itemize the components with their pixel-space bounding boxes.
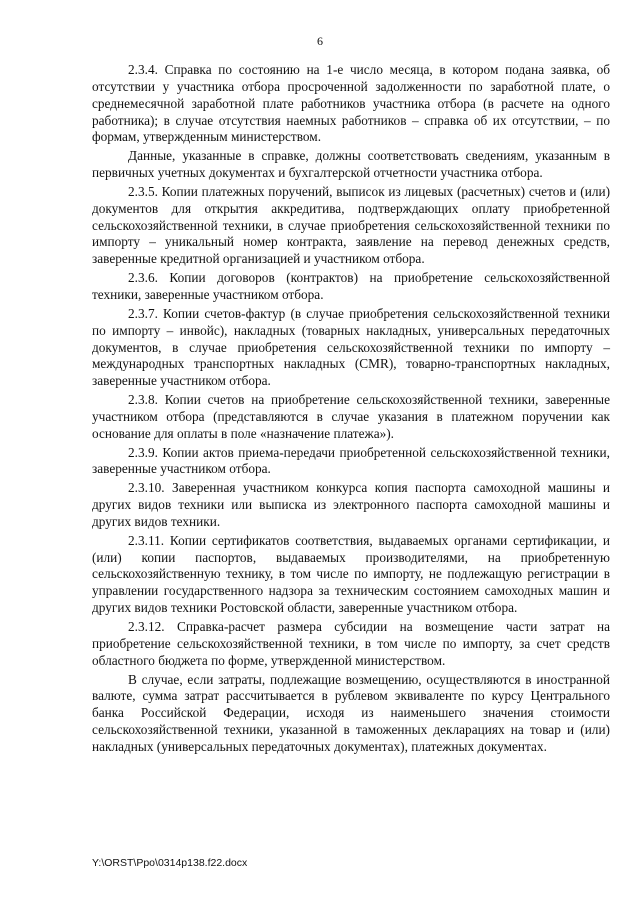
paragraph-2-3-5: 2.3.5. Копии платежных поручений, выписок из лицевых (расчетных) счетов и (или) документов для открытия аккредитива, подтверждающих оплату приобретенной сельскохозяйственной техники, в случае приобретения сельскохозяйственной техники по импорту – уникальный номер контракта, заявление на перевод денежных средств, заверенные кредитной организацией и участником отбора. bbox=[92, 183, 610, 267]
paragraph-currency-note: В случае, если затраты, подлежащие возмещению, осуществляются в иностранной валюте, сумма затрат рассчитывается в рублевом эквиваленте по курсу Центрального банка Российской Федерации, исходя из наименьшего значения стоимости сельскохозяйственной техники, указанной в таможенных декларациях на товар и (или) накладных (универсальных передаточных документах), платежных документах. bbox=[92, 671, 610, 754]
page-number: 6 bbox=[317, 34, 323, 48]
document-body bbox=[92, 62, 610, 758]
paragraph-2-3-9: 2.3.9. Копии актов приема-передачи приобретенной сельскохозяйственной техники, заверенные участником отбора. bbox=[92, 444, 610, 477]
paragraph-2-3-10: 2.3.10. Заверенная участником конкурса копия паспорта самоходной машины и других видов техники или выписка из электронного паспорта самоходной машины и других видов техники. bbox=[92, 480, 610, 529]
paragraph-2-3-6: 2.3.6. Копии договоров (контрактов) на приобретение сельскохозяйственной техники, заверенные участником отбора. bbox=[92, 270, 610, 302]
paragraph-2-3-7: 2.3.7. Копии счетов-фактур (в случае приобретения сельскохозяйственной техники по импорту – инвойс), накладных (товарных накладных, универсальных передаточных документов, в случае приобретения сельскохозяйственной техники по импорту – международных транспортных накладных (CMR), товарно-транспортных накладных, заверенные участником отбора. bbox=[92, 305, 610, 389]
paragraph-2-3-4: 2.3.4. Справка по состоянию на 1-е число месяца, в котором подана заявка, об отсутствии у участника отбора просроченной задолженности по заработной плате, о среднемесячной заработной плате работников участника отбора (в расчете на одного работника); в случае отсутствия наемных работников – справка об их отсутствии, – по формам, утвержденным министерством. bbox=[92, 62, 610, 145]
paragraph-2-3-12: 2.3.12. Справка-расчет размера субсидии на возмещение части затрат на приобретение сельскохозяйственной техники, в том числе по импорту, за счет средств областного бюджета по форме, утвержденной министерством. bbox=[92, 619, 610, 668]
file-path-footer: Y:\ORST\Ppo\0314p138.f22.docx bbox=[92, 857, 248, 869]
paragraph-data-note: Данные, указанные в справке, должны соответствовать сведениям, указанным в первичных учетных документах и бухгалтерской отчетности участника отбора. bbox=[92, 148, 610, 181]
paragraph-2-3-8: 2.3.8. Копии счетов на приобретение сельскохозяйственной техники, заверенные участником отбора (представляются в случае указания в платежном поручении как основание для оплаты в поле «назначение платежа»). bbox=[92, 392, 610, 441]
paragraph-2-3-11: 2.3.11. Копии сертификатов соответствия, выдаваемых органами сертификации, и (или) копии паспортов, выдаваемых производителями, на приобретенную сельскохозяйственную технику, в том числе по импорту, не подлежащую регистрации в управлении государственного надзора за техническим состоянием самоходных машин и других видов техники Ростовской области, заверенные участником отбора. bbox=[92, 532, 610, 616]
